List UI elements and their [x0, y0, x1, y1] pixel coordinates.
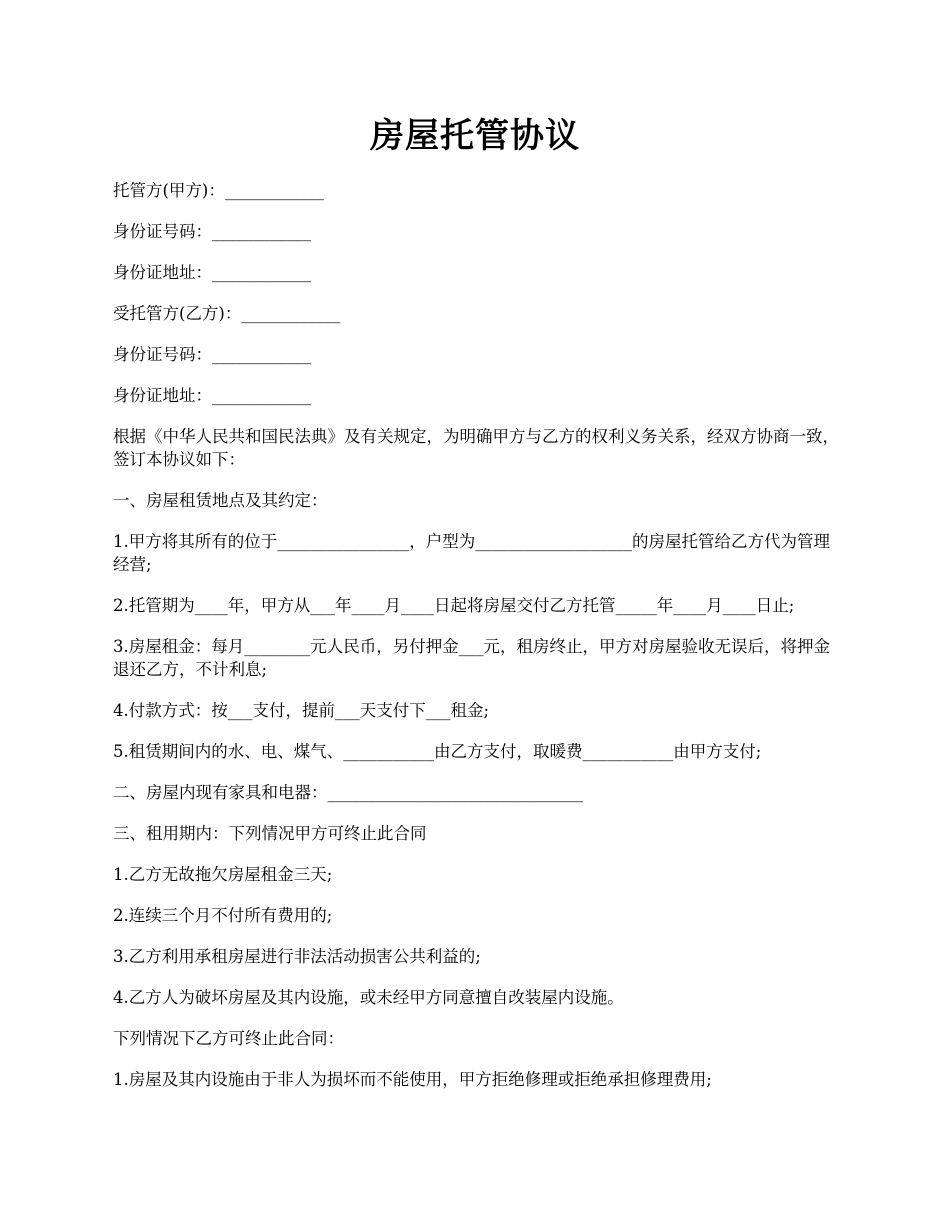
clause-1-3: 3.房屋租金：每月________元人民币，另付押金___元，租房终止，甲方对房屋验收无误后，将押金退还乙方，不计利息;: [113, 637, 830, 679]
clause-3-3: 3.乙方利用承租房屋进行非法活动损害公共利益的;: [113, 947, 481, 966]
preamble: 根据《中华人民共和国民法典》及有关规定，为明确甲方与乙方的权利义务关系，经双方协商一致，签订本协议如下：: [113, 427, 839, 469]
document-title: 房屋托管协议: [370, 116, 580, 156]
clause-1-4: 4.付款方式：按___支付，提前___天支付下___租金;: [113, 701, 490, 720]
clause-1-1: 1.甲方将其所有的位于________________，户型为___________________的房屋托管给乙方代为管理经营;: [113, 532, 830, 574]
clause-3-4: 4.乙方人为破坏房屋及其内设施，或未经甲方同意擅自改装屋内设施。: [113, 988, 624, 1007]
clause-3-2: 2.连续三个月不付所有费用的;: [113, 906, 333, 925]
clause-1-5: 5.租赁期间内的水、电、煤气、___________由乙方支付，取暖费___________由甲方支付;: [113, 742, 762, 761]
party-b-termination-clause-1: 1.房屋及其内设施由于非人为损坏而不能使用，甲方拒绝修理或拒绝承担修理费用;: [113, 1070, 712, 1089]
party-a-name: 托管方(甲方)：____________: [113, 181, 324, 200]
party-b-name: 受托管方(乙方)：____________: [113, 304, 341, 323]
section-3-heading: 三、租用期内：下列情况甲方可终止此合同: [113, 824, 427, 843]
party-b-id-address: 身份证地址：____________: [113, 386, 311, 405]
party-a-id-address: 身份证地址：____________: [113, 263, 311, 282]
party-a-id-number: 身份证号码：____________: [113, 222, 311, 241]
document-body: [113, 179, 843, 1109]
party-b-termination-heading: 下列情况下乙方可终止此合同：: [113, 1029, 344, 1048]
clause-3-1: 1.乙方无故拖欠房屋租金三天;: [113, 865, 333, 884]
clause-1-2: 2.托管期为____年，甲方从___年____月____日起将房屋交付乙方托管_____年____月____日止;: [113, 596, 795, 615]
party-b-id-number: 身份证号码：____________: [113, 345, 311, 364]
section-1-heading: 一、房屋租赁地点及其约定：: [113, 491, 328, 510]
section-2-heading: 二、房屋内现有家具和电器：_______________________________: [113, 783, 584, 802]
